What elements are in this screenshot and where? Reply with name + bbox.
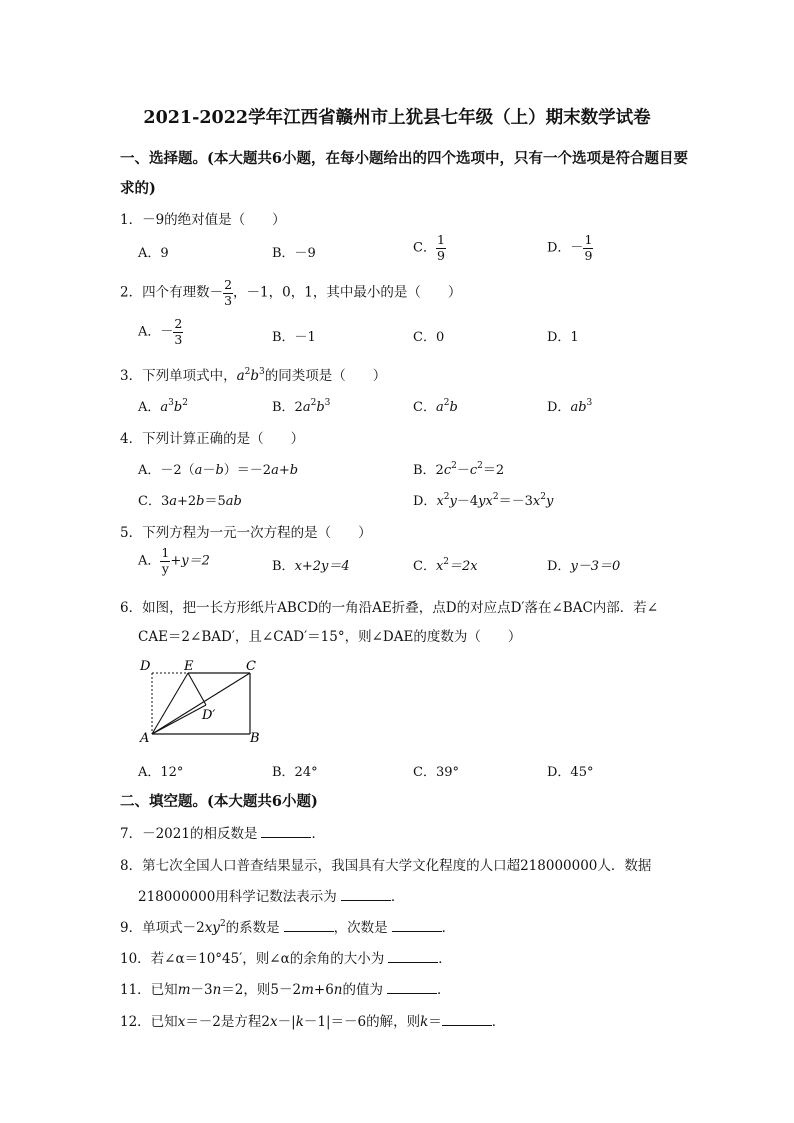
q1-option-a: A．9 bbox=[138, 246, 169, 261]
section2-heading: 二、填空题。(本大题共6小题) bbox=[120, 793, 318, 810]
q2-option-c: C．0 bbox=[413, 330, 445, 345]
q4-option-d: D．$x^2y-4yx^2=-3x^2y$ bbox=[413, 492, 554, 509]
q2-option-a: A．－ $\frac{2}{3}$ bbox=[138, 316, 183, 347]
question-10: 10．若∠α＝10°45′，则∠α的余角的大小为 ． bbox=[120, 951, 452, 967]
q2-option-b: B．－1 bbox=[272, 330, 316, 345]
q4-option-a: A．－2（a－b）＝－2a+b bbox=[138, 463, 299, 478]
question-6-line1: 6．如图，把一长方形纸片ABCD的一角沿AE折叠，点D的对应点D′落在∠BAC内部．若∠ bbox=[120, 600, 659, 616]
answer-blank[interactable] bbox=[392, 919, 442, 932]
question-7: 7．－2021的相反数是 ． bbox=[120, 826, 325, 842]
figure-label-D: D bbox=[140, 659, 151, 674]
question-4-stem: 4．下列计算正确的是（ ） bbox=[120, 431, 305, 447]
answer-blank[interactable] bbox=[284, 919, 334, 932]
q2-option-d: D．1 bbox=[547, 330, 579, 345]
figure-label-A: A bbox=[140, 731, 150, 745]
question-9: 9．单项式$-2xy^2$的系数是 ，次数是 ． bbox=[120, 919, 456, 936]
q6-option-a: A．12° bbox=[138, 765, 184, 780]
question-8-line1: 8．第七次全国人口普查结果显示，我国具有大学文化程度的人口超218000000人．数据 bbox=[120, 858, 652, 874]
question-12: 12．已知x＝－2是方程2x－|k－1|＝－6的解，则k＝ ． bbox=[120, 1014, 506, 1030]
section1-heading: 一、选择题。(本大题共6小题，在每小题给出的四个选项中，只有一个选项是符合题目要 bbox=[120, 150, 688, 167]
q6-option-d: D．45° bbox=[547, 765, 594, 780]
answer-blank[interactable] bbox=[388, 950, 438, 963]
q6-option-b: B．24° bbox=[272, 765, 318, 780]
q6-option-c: C．39° bbox=[413, 765, 459, 780]
q1-option-c: C． $\frac{1}{9}$ bbox=[413, 232, 445, 263]
figure-diagonal-AC bbox=[152, 673, 250, 734]
figure-label-B: B bbox=[250, 731, 260, 745]
q3-option-b: B．$2a^2b^3$ bbox=[272, 398, 331, 415]
figure-label-E: E bbox=[184, 659, 194, 674]
question-5-stem: 5．下列方程为一元一次方程的是（ ） bbox=[120, 525, 372, 541]
q6-figure-rectangle-fold bbox=[138, 655, 268, 745]
q3-option-d: D．$ab^3$ bbox=[547, 398, 593, 415]
question-3-stem: 3．下列单项式中，$a^2b^3$的同类项是（ ） bbox=[120, 367, 387, 384]
question-11: 11．已知m－3n＝2，则5－2m+6n的值为 ． bbox=[120, 982, 451, 998]
question-8-line2: 218000000用科学记数法表示为 ． bbox=[138, 889, 405, 905]
q4-option-b: B．$2c^2-c^2=2$ bbox=[413, 461, 505, 478]
answer-blank[interactable] bbox=[442, 1013, 492, 1026]
q1-option-b: B．－9 bbox=[272, 246, 316, 261]
q4-option-c: C．3a+2b＝5ab bbox=[138, 494, 242, 509]
answer-blank[interactable] bbox=[387, 981, 437, 994]
figure-label-C: C bbox=[246, 659, 256, 674]
question-2-stem: 2．四个有理数－ $\frac{2}{3}$ ，－1，0，1，其中最小的是（ ） bbox=[120, 277, 462, 308]
q3-option-c: C．$a^2b$ bbox=[413, 398, 458, 415]
question-1-stem: 1．－9的绝对值是（ ） bbox=[120, 212, 286, 228]
q1-option-d: D．－ $\frac{1}{9}$ bbox=[547, 232, 593, 263]
q3-option-a: A．$a^3b^2$ bbox=[138, 398, 188, 415]
q5-option-b: B．x+2y＝4 bbox=[272, 559, 350, 574]
figure-edge-ED-prime bbox=[188, 673, 206, 705]
answer-blank[interactable] bbox=[341, 888, 391, 901]
q5-option-d: D．y－3＝0 bbox=[547, 559, 621, 574]
q5-option-c: C．$x^2=2x$ bbox=[413, 557, 478, 574]
page-title: 2021-2022学年江西省赣州市上犹县七年级（上）期末数学试卷 bbox=[143, 108, 651, 128]
answer-blank[interactable] bbox=[261, 825, 311, 838]
figure-label-D-prime: D′ bbox=[202, 708, 216, 723]
q5-option-a: A． $\frac{1}{y}$ +y＝2 bbox=[138, 545, 210, 576]
question-6-line2: CAE＝2∠BAD′，且∠CAD′＝15°，则∠DAE的度数为（ ） bbox=[138, 629, 522, 645]
section1-heading-cont: 求的) bbox=[120, 180, 156, 197]
